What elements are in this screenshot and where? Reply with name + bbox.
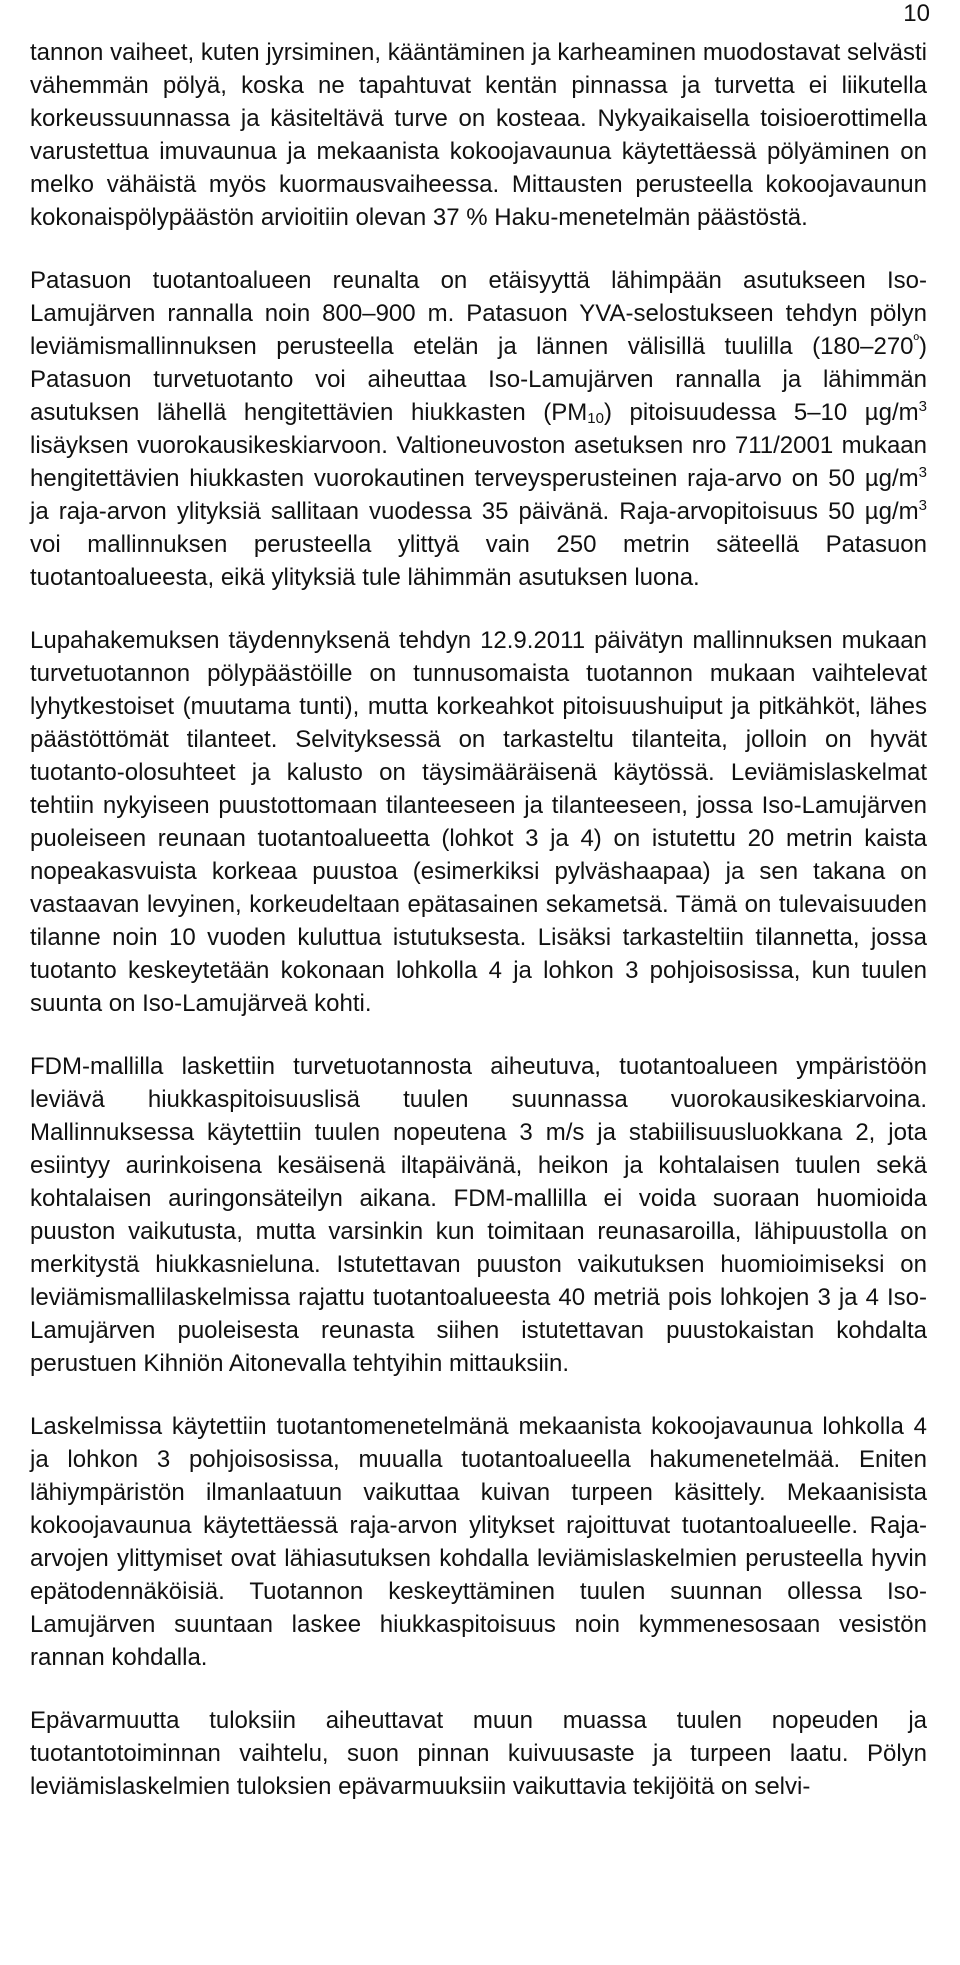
text-run: voi mallinnuksen perusteella ylittyä vain 250 metrin säteellä Patasuon tuotantoalueesta, eikä ylityksiä tule lähimmän asutuksen luona.: [30, 531, 927, 591]
superscript: 3: [918, 464, 927, 481]
text-run: FDM-mallilla laskettiin turvetuotannosta aiheutuva, tuotantoalueen ympäristöön leviävä hiukkaspitoisuuslisä tuulen suunnassa vuorokausikeskiarvoina. Mallinnuksessa käytettiin tuulen nopeutena 3 m/s ja stabiilisuusluokkana 2, jota esiintyy aurinkoisena kesäisenä iltapäivänä, heikon ja kohtalaisen tuulen sekä kohtalaisen auringonsäteilyn aikana. FDM-mallilla ei voida suoraan huomioida puuston vaikutusta, mutta varsinkin kun toimitaan reunasaroilla, lähipuustolla on merkitystä hiukkasnieluna. Istutettavan puuston vaikutuksen huomioimiseksi on leviämismallilaskelmissa rajattu tuotantoalueesta 40 metriä pois lohkojen 3 ja 4 Iso-Lamujärven puoleisesta reunasta siihen istutettavan puustokaistan kohdalta perustuen Kihniön Aitonevalla tehtyihin mittauksiin.: [30, 1053, 927, 1377]
document-body: [30, 36, 927, 1803]
text-run: ja raja-arvon ylityksiä sallitaan vuodessa 35 päivänä. Raja-arvopitoisuus 50 µg/m: [30, 498, 919, 525]
text-run: Patasuon tuotantoalueen reunalta on etäisyyttä lähimpään asutukseen Iso-Lamujärven rannalla noin 800–900 m. Patasuon YVA-selostukseen tehdyn pölyn leviämismallinnuksen perusteella etelän ja lännen välisillä tuulilla (180–270: [30, 267, 927, 360]
superscript: 3: [918, 497, 927, 514]
paragraph-1: [30, 36, 927, 234]
text-run: tannon vaiheet, kuten jyrsiminen, kääntäminen ja karheaminen muodostavat selvästi vähemmän pölyä, koska ne tapahtuvat kentän pinnassa ja turvetta ei liikutella korkeussuunnassa ja käsiteltävä turve on kosteaa. Nykyaikaisella toisioerottimella varustettua imuvaunua ja mekaanista kokoojavaunua käytettäessä pölyäminen on melko vähäistä myös kuormausvaiheessa. Mittausten perusteella kokoojavaunun kokonaispölypäästön arvioitiin olevan 37 % Haku-menetelmän päästöstä.: [30, 39, 927, 231]
text-run: Lupahakemuksen täydennyksenä tehdyn 12.9.2011 päivätyn mallinnuksen mukaan turvetuotannon pölypäästöille on tunnusomaista tuotannon mukaan vaihtelevat lyhytkestoiset (muutama tunti), mutta korkeahkot pitoisuushuiput ja pitkähköt, lähes päästöttömät tilanteet. Selvityksessä on tarkasteltu tilanteita, jolloin on hyvät tuotanto-olosuhteet ja kalusto on täysimääräisenä käytössä. Leviämislaskelmat tehtiin nykyiseen puustottomaan tilanteeseen ja tilanteeseen, jossa Iso-Lamujärven puoleiseen reunaan tuotantoalueetta (lohkot 3 ja 4) on istutettu 20 metrin kaista nopeakasvuista korkeaa puustoa (esimerkiksi pylväshaapaa) ja sen takana on vastaavan levyinen, korkeudeltaan epätasainen sekametsä. Tämä on tulevaisuuden tilanne noin 10 vuoden kuluttua istutuksesta. Lisäksi tarkasteltiin tilannetta, jossa tuotanto keskeytetään kokonaan lohkolla 4 ja lohkon 3 pohjoisosissa, kun tuulen suunta on Iso-Lamujärveä kohti.: [30, 627, 927, 1017]
superscript: 3: [918, 398, 927, 415]
page-number: 10: [903, 0, 930, 27]
paragraph-6: [30, 1704, 927, 1803]
text-run: Laskelmissa käytettiin tuotantomenetelmänä mekaanista kokoojavaunua lohkolla 4 ja lohkon 3 pohjoisosissa, muualla tuotantoalueella hakumenetelmää. Eniten lähiympäristön ilmanlaatuun vaikuttaa kuivan turpeen käsittely. Mekaanisista kokoojavaunua käytettäessä raja-arvon ylitykset rajoittuvat tuotantoalueelle. Raja-arvojen ylittymiset ovat lähiasutuksen kohdalla leviämislaskelmien perusteella hyvin epätodennäköisiä. Tuotannon keskeyttäminen tuulen suunnan ollessa Iso-Lamujärven suuntaan laskee hiukkaspitoisuus noin kymmenesosaan vesistön rannan kohdalla.: [30, 1413, 927, 1671]
superscript: º: [913, 332, 919, 349]
paragraph-5: [30, 1410, 927, 1674]
subscript: 10: [587, 410, 604, 427]
text-run: Epävarmuutta tuloksiin aiheuttavat muun muassa tuulen nopeuden ja tuotantotoiminnan vaihtelu, suon pinnan kuivuusaste ja turpeen laatu. Pölyn leviämislaskelmien tuloksien epävarmuuksiin vaikuttavia tekijöitä on selvi-: [30, 1707, 927, 1800]
paragraph-4: [30, 1050, 927, 1380]
paragraph-2: [30, 264, 927, 594]
text-run: ) pitoisuudessa 5–10 µg/m: [603, 399, 919, 426]
text-run: ) Patasuon turvetuotanto voi aiheuttaa Iso-Lamujärven rannalla ja lähimmän asutuksen lähellä hengitettävien hiukkasten (PM: [30, 333, 927, 426]
paragraph-3: [30, 624, 927, 1020]
text-run: lisäyksen vuorokausikeskiarvoon. Valtioneuvoston asetuksen nro 711/2001 mukaan hengitettävien hiukkasten vuorokautinen terveysperusteinen raja-arvo on 50 µg/m: [30, 432, 927, 492]
